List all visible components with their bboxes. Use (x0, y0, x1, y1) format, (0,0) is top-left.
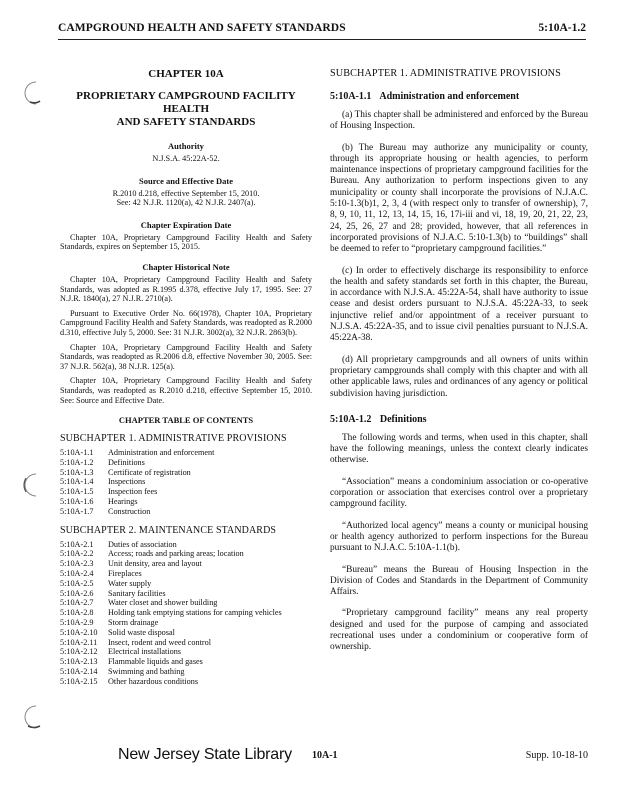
toc-row[interactable] (60, 448, 312, 458)
definition-paragraph: “Proprietary campground facility” means any real property designed and used for the purpose of camping and associated recreational uses under a condominium or cooperative form of ownership. (330, 608, 588, 653)
authority-heading: Authority (168, 141, 204, 151)
toc-number: 5:10A-2.15 (60, 676, 98, 686)
running-header (58, 22, 586, 40)
toc-number: 5:10A-2.2 (60, 549, 94, 559)
toc-number: 5:10A-1.1 (60, 448, 94, 458)
toc-number: 5:10A-2.14 (60, 667, 98, 677)
section-heading (330, 91, 588, 102)
toc-entry-title: Other hazardous conditions (108, 676, 199, 686)
toc-number: 5:10A-2.8 (60, 608, 94, 618)
toc-number: 5:10A-1.7 (60, 506, 94, 516)
supplement-date: Supp. 10-18-10 (525, 750, 588, 761)
left-column (60, 68, 312, 695)
toc-number: 5:10A-2.1 (60, 539, 94, 549)
toc-number: 5:10A-1.4 (60, 477, 94, 487)
toc-row[interactable] (60, 608, 312, 618)
toc-number: 5:10A-2.12 (60, 647, 98, 657)
toc-entry-title: Fireplaces (108, 569, 142, 579)
toc-entry-title: Electrical installations (108, 647, 181, 657)
toc-number: 5:10A-1.6 (60, 497, 94, 507)
toc-row[interactable] (60, 540, 312, 550)
toc-entry-title: Water closet and shower building (108, 598, 218, 608)
toc-number: 5:10A-2.4 (60, 569, 94, 579)
toc-row[interactable] (60, 477, 312, 487)
toc-row[interactable] (60, 657, 312, 667)
toc-number: 5:10A-1.2 (60, 457, 94, 467)
toc-row[interactable] (60, 579, 312, 589)
toc-number: 5:10A-2.7 (60, 598, 94, 608)
chapter-name-line: PROPRIETARY CAMPGROUND FACILITY HEALTH (76, 90, 296, 115)
toc-row[interactable] (60, 487, 312, 497)
historical-note: Chapter 10A, Proprietary Campground Facility Health and Safety Standards, was readopted as R.2006 d.8, effective November 30, 2005. See: 37 N.J.R. 562(a), 38 N.J.R. 125(a). (60, 342, 312, 371)
toc-entry-title: Administration and enforcement (108, 448, 215, 458)
authority-text: N.J.S.A. 45:22A-52. (152, 154, 220, 163)
source-line: R.2010 d.218, effective September 15, 2010. (112, 188, 260, 198)
toc-entry-title: Unit density, area and layout (108, 559, 202, 569)
punch-hole-icon (16, 470, 46, 500)
toc-row[interactable] (60, 628, 312, 638)
section-paragraph: (b) The Bureau may authorize any municipality or county, through its appropriate housing or health agencies, to perform maintenance inspections of proprietary campground facilities for the Bureau. Any authorization to perform inspections given to any municipality or county shall incorporate the provisions of N.J.A.C. 5:10-1.3(b)1, 2, 3, 4 (with respect only to transfer of ownership), 7, 8, 9, 10, 11, 12, 13, 14, 15, 16, 17i-iii and vi, 18, 19, 20, 21, 22, 23, 24, 25, 26, 27 and 28; provided, however, that all references in incorporated provisions of N.J.A.C. 5:10-1.3(b) to “buildings” shall be deemed to refer to “proprietary campground facilities.” (330, 142, 588, 255)
source-line: See: 42 N.J.R. 1120(a), 42 N.J.R. 2407(a). (116, 198, 256, 208)
source-heading: Source and Effective Date (138, 175, 234, 186)
page-number: 10A-1 (312, 750, 338, 761)
toc-entry-title: Flammable liquids and gases (108, 657, 203, 667)
toc-number: 5:10A-2.9 (60, 618, 94, 628)
toc-number: 5:10A-2.13 (60, 657, 98, 667)
toc-entry-title: Insect, rodent and weed control (108, 637, 211, 647)
toc-row[interactable] (60, 677, 312, 687)
chapter-name-line: AND SAFETY STANDARDS (116, 116, 256, 128)
toc-entry-title: Solid waste disposal (108, 627, 175, 637)
library-stamp: New Jersey State Library (118, 746, 292, 763)
historical-note: Pursuant to Executive Order No. 66(1978), Chapter 10A, Proprietary Campground Facility Health and Safety Standards, was readopted as R.2000 d.310, effective July 5, 2000. See: 31 N.J.R. 3002(a), 32 N.J.R. 2863(b). (60, 308, 312, 337)
toc-row[interactable] (60, 589, 312, 599)
header-title: CAMPGROUND HEALTH AND SAFETY STANDARDS (58, 22, 346, 34)
chapter-name (60, 90, 312, 129)
definition-paragraph: “Authorized local agency” means a county or municipal housing or health agency authorized to perform inspections for the Bureau pursuant to N.J.A.C. 5:10A-1.1(b). (330, 520, 588, 554)
toc-subchapter (60, 525, 312, 687)
subchapter-heading: SUBCHAPTER 1. ADMINISTRATIVE PROVISIONS (330, 68, 561, 79)
toc-row[interactable] (60, 458, 312, 468)
toc-row[interactable] (60, 549, 312, 559)
toc-row[interactable] (60, 559, 312, 569)
toc-entry-title: Inspections (108, 477, 146, 487)
toc-entry-title: Inspection fees (108, 487, 158, 497)
header-section-number: 5:10A-1.2 (538, 22, 586, 34)
toc-number: 5:10A-2.5 (60, 578, 94, 588)
toc-row[interactable] (60, 598, 312, 608)
toc-row[interactable] (60, 647, 312, 657)
toc-number: 5:10A-1.5 (60, 487, 94, 497)
section-paragraph: (a) This chapter shall be administered and enforced by the Bureau of Housing Inspection. (330, 110, 588, 132)
toc-entry-title: Swimming and bathing (108, 667, 185, 677)
right-column (330, 68, 588, 664)
definition-paragraph: “Bureau” means the Bureau of Housing Inspection in the Division of Codes and Standards in the Department of Community Affairs. (330, 564, 588, 598)
toc-subchapter (60, 433, 312, 517)
toc-number: 5:10A-2.11 (60, 637, 98, 647)
toc-entry-title: Construction (108, 506, 151, 516)
toc-entry-title: Hearings (108, 497, 138, 507)
section-number: 5:10A-1.1 (330, 91, 372, 102)
toc-entry-title: Water supply (108, 578, 152, 588)
section-paragraph: (c) In order to effectively discharge its responsibility to enforce the health and safety standards set forth in this chapter, the Bureau, in accordance with N.J.S.A. 45:22A-54, shall have authority to issue cease and desist orders pursuant to N.J.S.A. 45:22A-33, to seek injunctive relief and/or appointment of a receiver pursuant to N.J.S.A. 45:22A-35, and to issue civil penalties pursuant to N.J.S.A. 45:22A-38. (330, 265, 588, 344)
toc-number: 5:10A-2.3 (60, 559, 94, 569)
section-paragraph: (d) All proprietary campgrounds and all owners of units within proprietary campgrounds shall comply with this chapter and with all other applicable laws, rules and ordinances of any agency or political subdivision having jurisdiction. (330, 354, 588, 399)
section-title: Administration and enforcement (379, 91, 520, 102)
section-number: 5:10A-1.2 (330, 413, 372, 425)
toc-row[interactable] (60, 507, 312, 517)
section-heading (330, 414, 588, 425)
definition-paragraph: “Association” means a condominium association or co-operative corporation or association that exercises control over a proprietary campground facility. (330, 476, 588, 510)
expiration-text: Chapter 10A, Proprietary Campground Facility Health and Safety Standards, expires on September 15, 2015. (60, 232, 312, 252)
toc-row[interactable] (60, 667, 312, 677)
page-footer (118, 746, 588, 766)
toc-row[interactable] (60, 638, 312, 648)
toc-entry-title: Storm drainage (108, 618, 159, 628)
toc-row[interactable] (60, 569, 312, 579)
toc-row[interactable] (60, 468, 312, 478)
toc-entry-title: Certificate of registration (108, 467, 191, 477)
historical-heading: Chapter Historical Note (142, 261, 230, 272)
toc-number: 5:10A-2.6 (60, 588, 94, 598)
chapter-number: CHAPTER 10A (148, 68, 224, 80)
expiration-heading: Chapter Expiration Date (140, 219, 232, 230)
definition-paragraph: The following words and terms, when used in this chapter, shall have the following meanings, unless the context clearly indicates otherwise. (330, 432, 588, 466)
punch-hole-icon (16, 78, 46, 108)
toc-row[interactable] (60, 618, 312, 628)
toc-entry-title: Sanitary facilities (108, 588, 166, 598)
punch-hole-icon (16, 702, 46, 732)
section-title: Definitions (379, 413, 427, 425)
toc-number: 5:10A-2.10 (60, 627, 98, 637)
toc-row[interactable] (60, 497, 312, 507)
toc-entry-title: Duties of association (108, 539, 177, 549)
toc-title: CHAPTER TABLE OF CONTENTS (118, 415, 254, 426)
toc-entry-title: Holding tank emptying stations for camping vehicles (108, 608, 282, 618)
toc-entry-title: Access; roads and parking areas; location (108, 549, 244, 559)
toc-subchapter-heading: SUBCHAPTER 1. ADMINISTRATIVE PROVISIONS (60, 433, 287, 445)
toc-number: 5:10A-1.3 (60, 467, 94, 477)
toc-entry-title: Definitions (108, 457, 145, 467)
toc-subchapter-heading: SUBCHAPTER 2. MAINTENANCE STANDARDS (60, 524, 277, 536)
historical-note: Chapter 10A, Proprietary Campground Facility Health and Safety Standards, was readopted as R.2010 d.218, effective September 15, 2010. See: Source and Effective Date. (60, 376, 312, 405)
historical-note: Chapter 10A, Proprietary Campground Facility Health and Safety Standards, was adopted as R.1995 d.378, effective July 17, 1995. See: 27 N.J.R. 1840(a), 27 N.J.R. 2710(a). (60, 274, 312, 304)
